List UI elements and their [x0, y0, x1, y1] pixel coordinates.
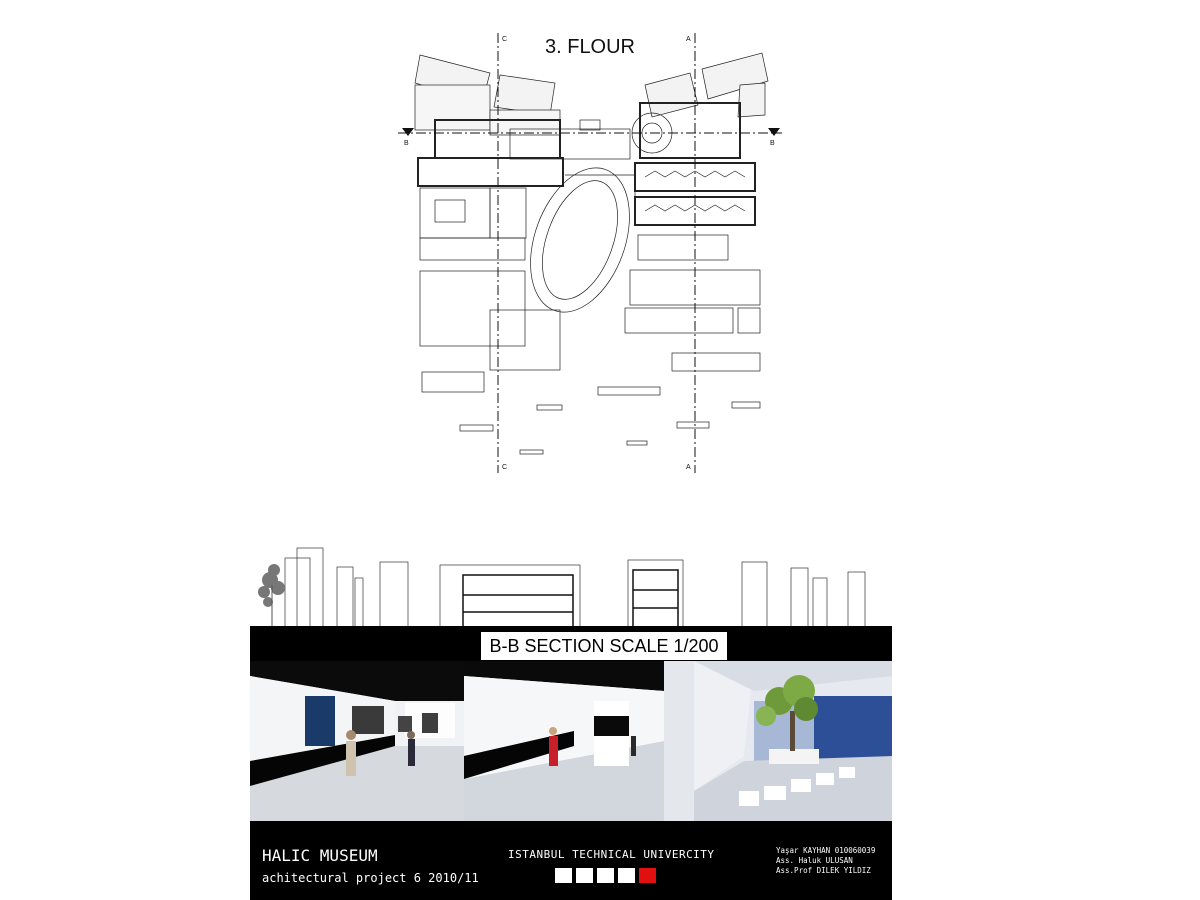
section-title: B-B SECTION SCALE 1/200: [480, 631, 728, 661]
floor-plan-drawing: [390, 25, 790, 480]
credit-assistant: Ass. Haluk ULUSAN: [776, 856, 853, 865]
page-indicator-square: [555, 868, 572, 883]
page-indicator-square: [618, 868, 635, 883]
section-mark-a-top: A: [686, 36, 691, 43]
presentation-panel: [250, 626, 892, 900]
section-mark-b-right: B: [770, 140, 775, 147]
section-mark-b-left: B: [404, 140, 409, 147]
page-indicator-square: [597, 868, 614, 883]
project-name: HALIC MUSEUM: [262, 846, 378, 865]
page-indicator-square-active: [639, 868, 656, 883]
credits: [776, 846, 875, 876]
university-name: ISTANBUL TECHNICAL UNIVERCITY: [508, 848, 715, 861]
floor-plan-title: 3. FLOUR: [544, 36, 636, 58]
section-mark-c-bottom: C: [502, 464, 508, 471]
page-indicator: [555, 868, 656, 883]
section-mark-a-bottom: A: [686, 464, 691, 471]
page-indicator-square: [576, 868, 593, 883]
section-mark-c-top: C: [502, 36, 508, 43]
interior-render-corridor: [464, 661, 694, 821]
credit-professor: Ass.Prof DILEK YILDIZ: [776, 866, 871, 875]
project-course: achitectural project 6 2010/11: [262, 871, 479, 885]
section-elevation-drawing: [250, 540, 892, 630]
interior-render-tree-court: [694, 661, 892, 821]
credit-student: Yaşar KAYHAN 010060039: [776, 846, 876, 855]
interior-render-gallery: [250, 661, 464, 821]
